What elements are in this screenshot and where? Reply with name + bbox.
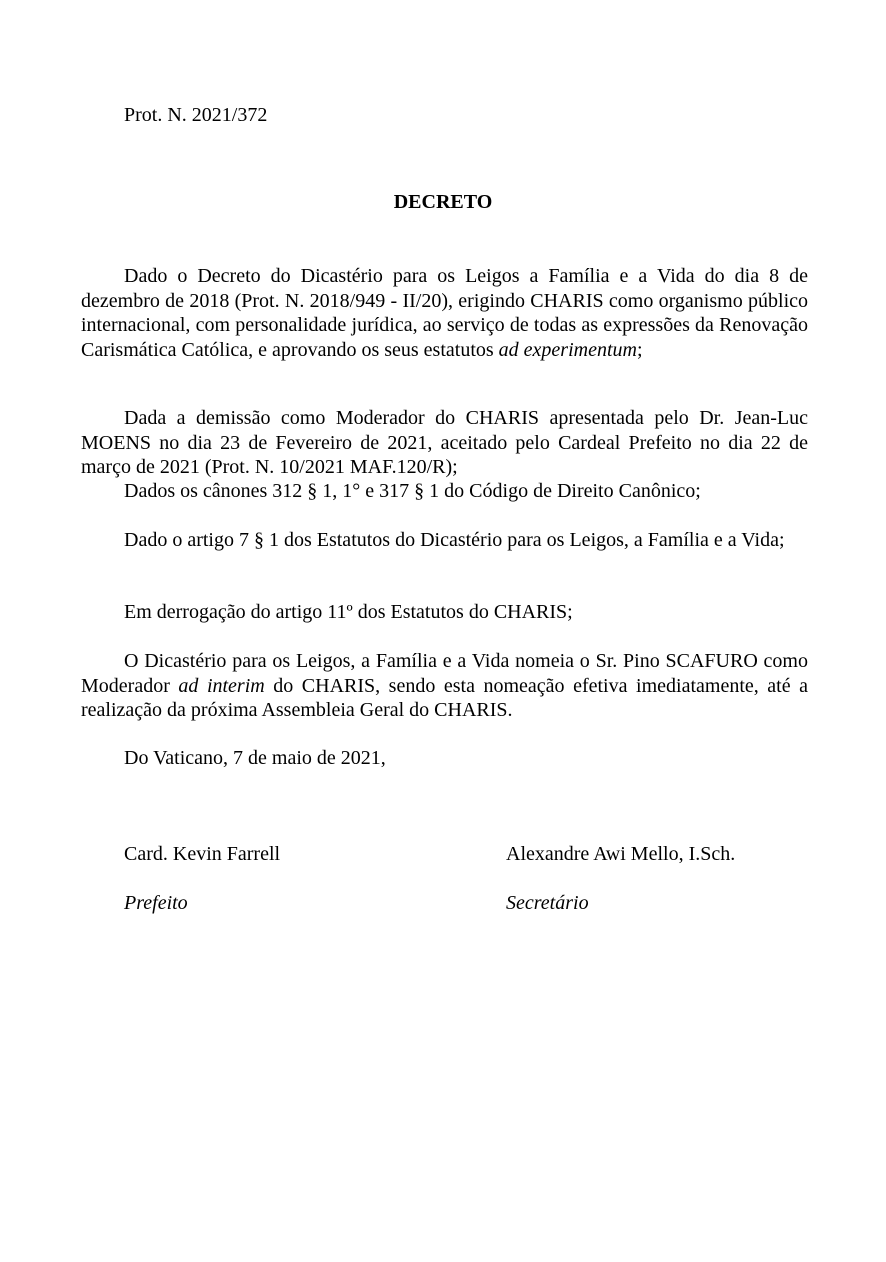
paragraph-derogation: Em derrogação do artigo 11º dos Estatutos do CHARIS; [124, 601, 573, 623]
paragraph-text: Dado o Decreto do Dicastério para os Leigos a Família e a Vida do dia 8 de dezembro de 2018 (Prot. N. 2018/949 - II/20), erigindo CHARIS como organismo público internacional, com personalidade jurídica, ao serviço de todas as expressões da Renovação Carismática Católica, e aprovando os seus estatutos [81, 265, 808, 361]
signatory-prefect-role: Prefeito [124, 892, 188, 914]
paragraph-text: O Dicastério para os Leigos, a Família e a Vida nomeia o Sr. Pino SCAFURO como Moderador [81, 650, 808, 697]
paragraph-resignation: Dada a demissão como Moderador do CHARIS apresentada pelo Dr. Jean-Luc MOENS no dia 23 de Fevereiro de 2021, aceitado pelo Cardeal Prefeito no dia 22 de março de 2021 (Prot. N. 10/2021 MAF.120/R); [81, 407, 808, 478]
paragraph-decree-reference [81, 264, 808, 362]
paragraph-appointment [81, 649, 808, 723]
signatory-secretary-role: Secretário [506, 892, 589, 914]
place-and-date: Do Vaticano, 7 de maio de 2021, [124, 747, 386, 769]
paragraph-text-end: do CHARIS, sendo esta nomeação efetiva imediatamente, até a realização da próxima Assembleia Geral do CHARIS. [81, 674, 809, 721]
signatory-secretary-name: Alexandre Awi Mello, I.Sch. [506, 843, 736, 865]
paragraph-statutes-article: Dado o artigo 7 § 1 dos Estatutos do Dicastério para os Leigos, a Família e a Vida; [124, 529, 785, 551]
paragraph-canons: Dados os cânones 312 § 1, 1° e 317 § 1 do Código de Direito Canônico; [124, 480, 701, 502]
paragraph-italic-term: ad interim [178, 674, 265, 697]
paragraph-italic-term: ad experimentum [498, 338, 637, 361]
document-title: DECRETO [393, 191, 493, 213]
paragraph-text-end: ; [636, 338, 643, 361]
protocol-number: Prot. N. 2021/372 [124, 104, 268, 126]
signatory-prefect-name: Card. Kevin Farrell [124, 843, 281, 865]
